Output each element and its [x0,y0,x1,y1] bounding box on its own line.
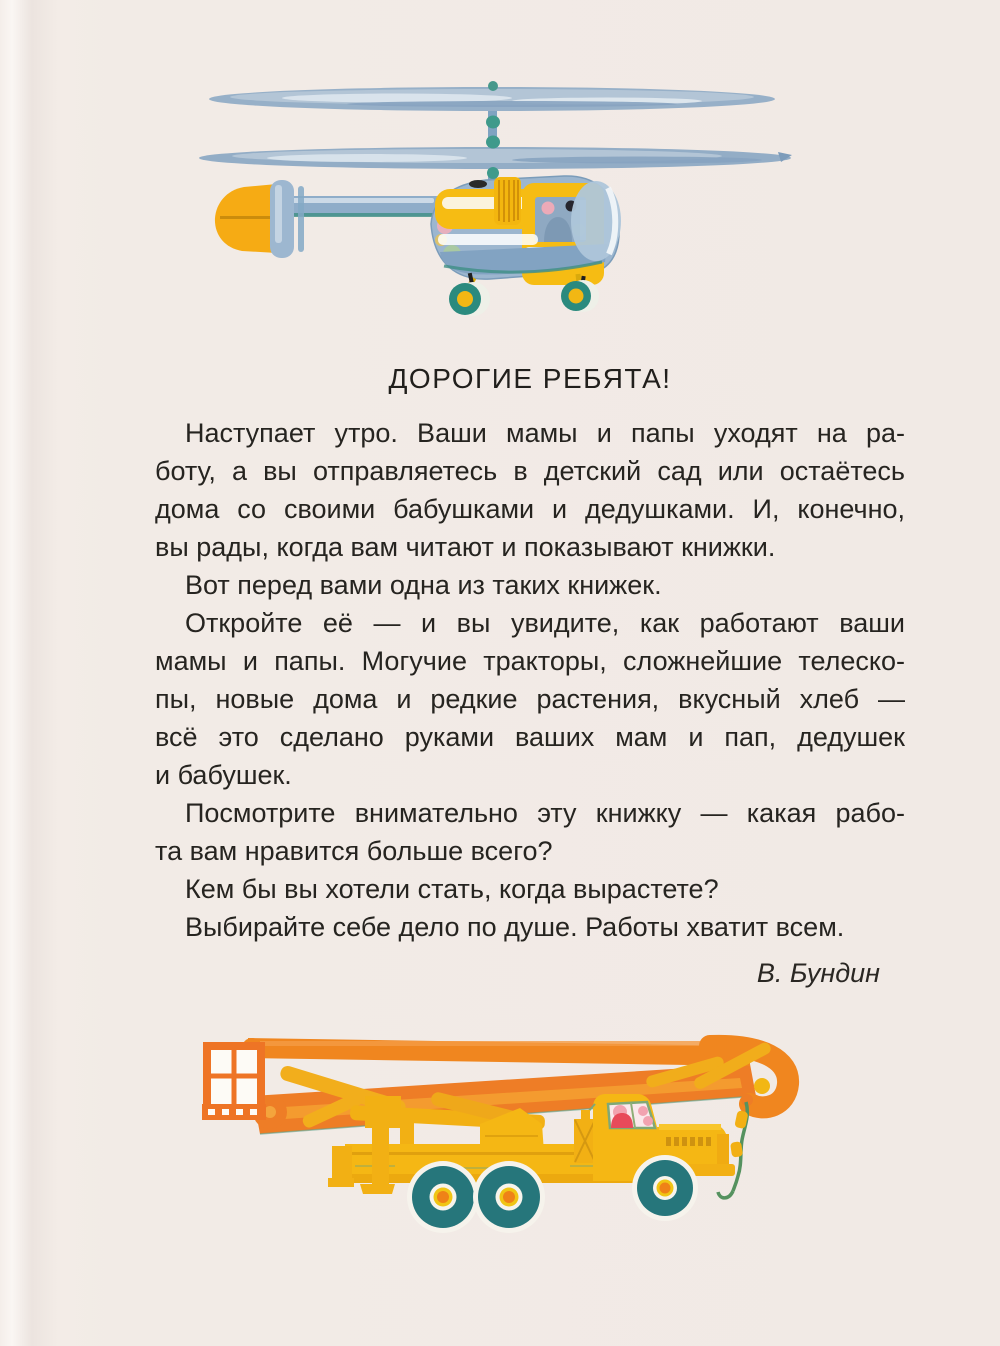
text-line: Выбирайте себе дело по душе. Работы хватит всем. [185,912,845,942]
toolbox [574,1119,596,1163]
ribbed-band [494,177,521,225]
text-line: боту, а вы отправляетесь в детский сад или остаётесь [155,456,905,486]
top-rotor-blades [209,81,775,111]
author-signature: В. Бундин [756,958,880,988]
rear-wheel-2 [473,1161,545,1233]
page-title: ДОРОГИЕ РЕБЯТА! [388,363,672,394]
work-basket [202,1046,266,1120]
text-line: пы, новые дома и редкие растения, вкусный хлеб — [155,684,905,714]
fuselage [431,176,621,285]
text-line: Наступает утро. Ваши мамы и папы уходят на ра- [185,418,905,448]
text-line: Вот перед вами одна из таких книжек. [185,570,662,600]
text-line: и бабушек. [155,760,292,790]
mirror [581,1110,590,1123]
helicopter-drawing [182,66,827,321]
text-line: вы рады, когда вам читают и показывают книжки. [155,532,776,562]
rear-wheel-1 [407,1161,479,1233]
tail-fin [215,180,304,258]
lower-rotor-blades [199,147,792,169]
helicopter-illustration [182,66,827,321]
text-line: дома со своими бабушками и дедушками. И, конечно, [155,494,905,524]
text-line: та вам нравится больше всего? [155,836,553,866]
text-line: мамы и папы. Могучие тракторы, сложнейшие телеско- [155,646,905,676]
text-line: Откройте её — и вы увидите, как работают ваши [185,608,905,638]
text-line: Посмотрите внимательно эту книжку — какая рабо- [185,798,905,828]
text-line: Кем бы вы хотели стать, когда вырастете? [185,874,719,904]
crane-truck-drawing [150,1016,855,1271]
intro-text [155,414,905,992]
front-wheel [449,282,490,316]
text-line: всё это сделано руками ваших мам и пап, дедушек [155,722,905,752]
crane-truck-illustration [150,1016,855,1271]
rear-wheel [561,280,599,312]
front-wheel [632,1155,698,1221]
